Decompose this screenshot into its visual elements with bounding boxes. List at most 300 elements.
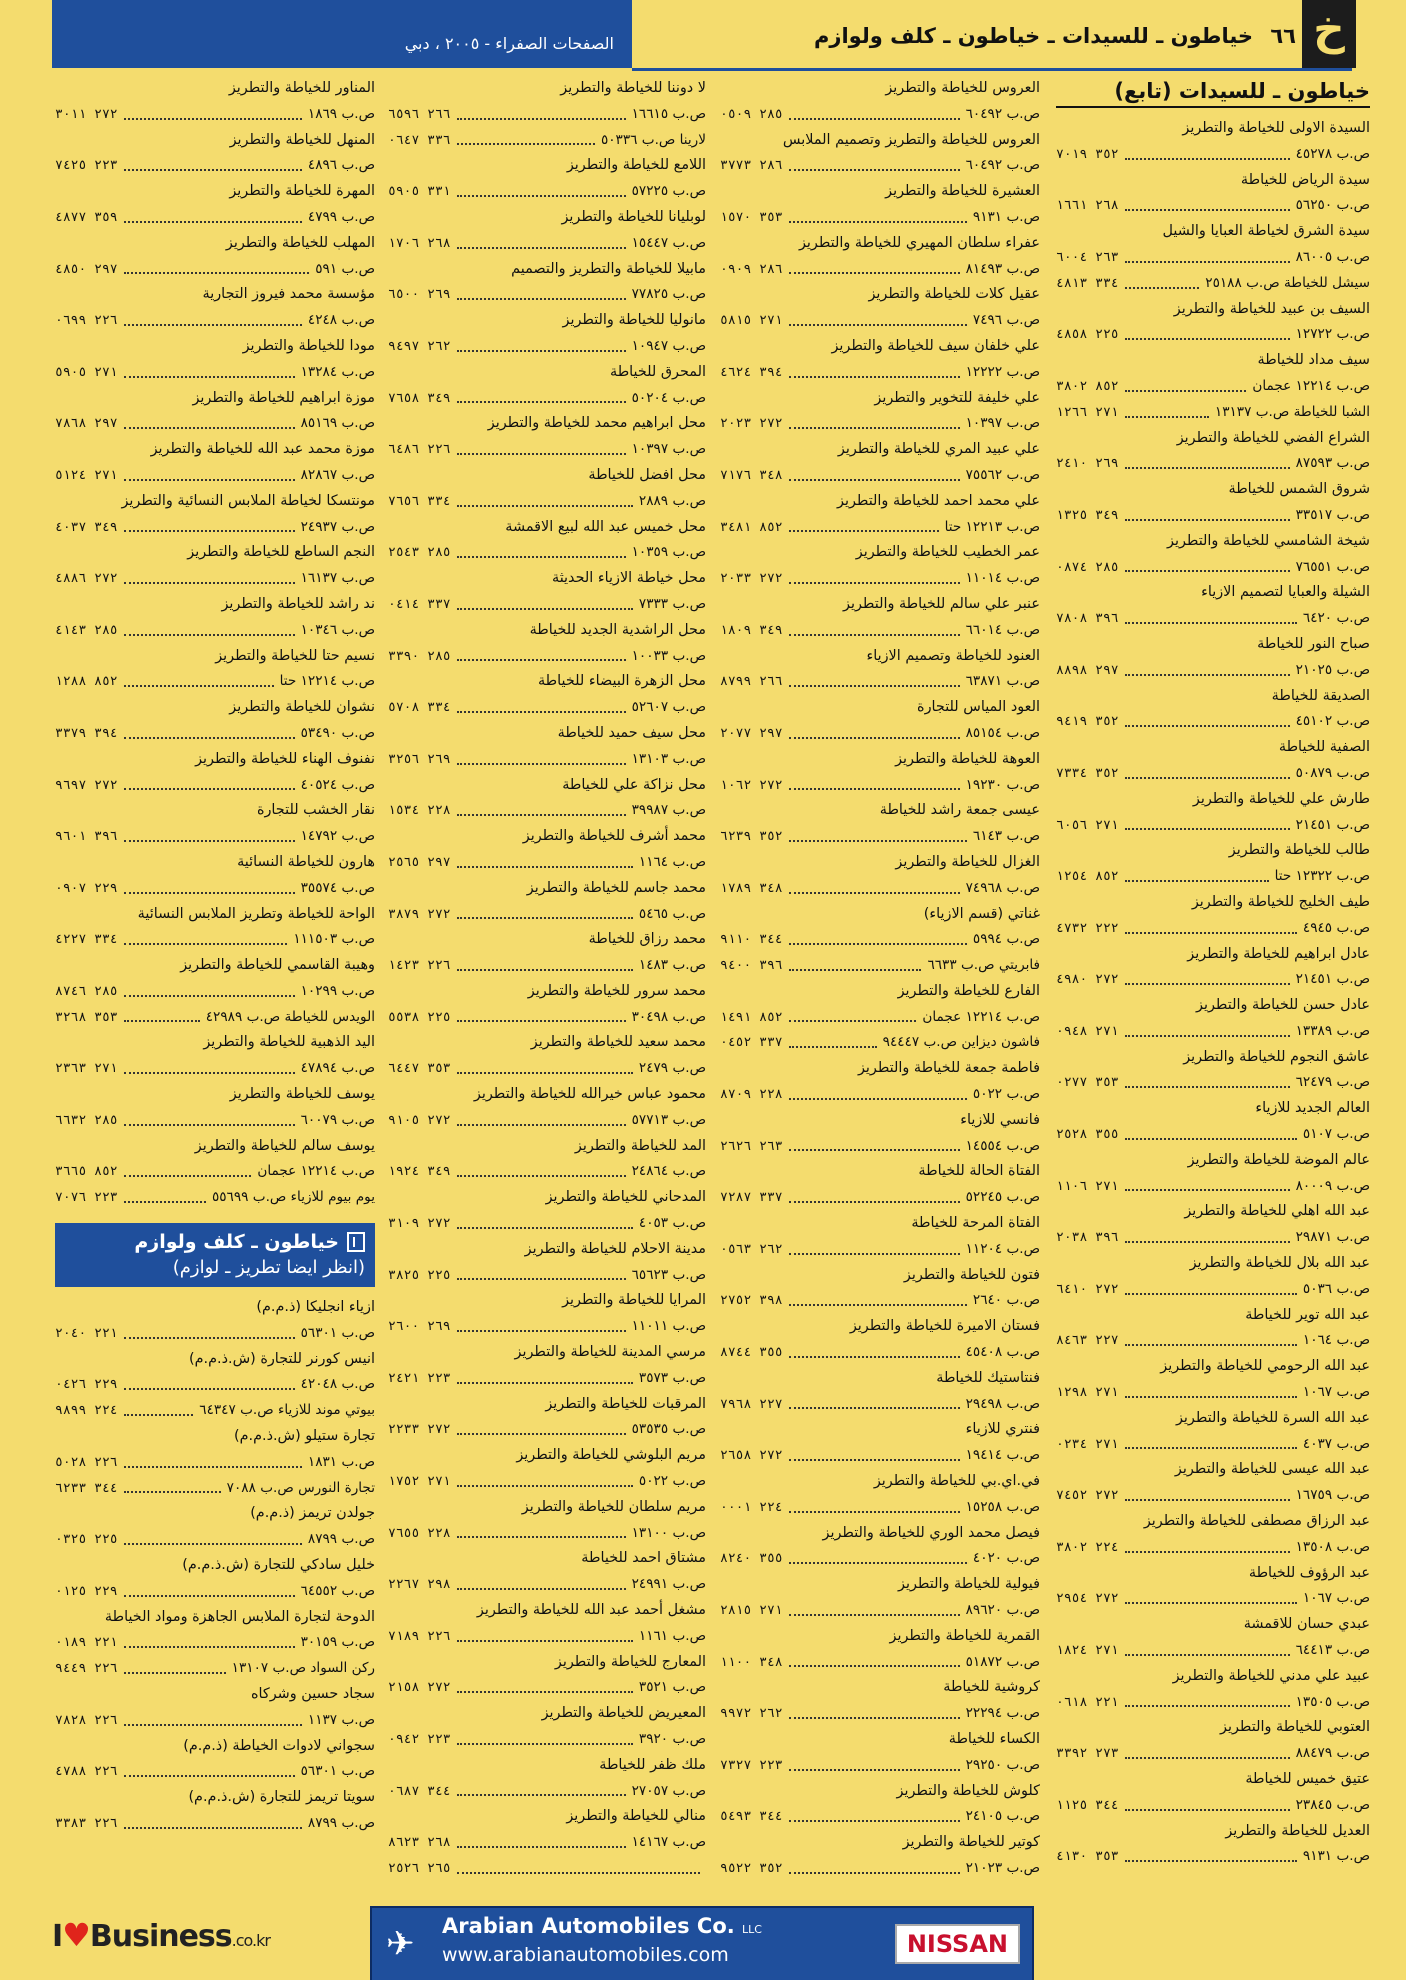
leader-dots [789,1701,960,1719]
listing-name: فتون للخياطة والتطريز [903,1266,1040,1283]
listing-phone: ٢٦٩ ٢٦٠٠ [388,1319,451,1335]
listing-detail-row [720,1030,1040,1056]
leader-dots [457,1263,626,1281]
listing-name: محل الراشدية الجديد للخياطة [529,621,706,638]
listing-po-box: ص.ب ١١٢٠٤ [965,1240,1040,1257]
listing-phone: ٣٩٨ ٢٧٥٢ [720,1293,783,1309]
listing-po-box: ص.ب ٥١٠٧ [1302,1126,1370,1143]
listing-phone: ٢٢٥ ٣٨٢٥ [388,1267,451,1283]
listing-entry [388,1237,706,1289]
listing-po-box: ص.ب ٢٩٨٧١ [1295,1229,1370,1246]
listing-detail-row [55,515,375,541]
listing-detail-row [388,1727,706,1753]
leader-dots [789,618,960,636]
listing-phone: ٢٧١ ٠٩٤٨ [1056,1023,1119,1039]
listing-po-box: ص.ب ٦٤٥٥٢ [300,1582,375,1599]
listing-name: الفتاة المرحة للخياطة [911,1215,1040,1232]
listing-entry [1056,1148,1370,1200]
listing-detail-row [388,1211,706,1237]
leader-dots [1125,1225,1290,1243]
listing-entry [55,1476,375,1502]
leader-dots [1125,1793,1290,1811]
listing-name: الفتاة الحالة للخياطة [918,1163,1040,1180]
listing-name: سجاد حسين وشركاه [250,1686,375,1703]
listing-detail-row [720,618,1040,644]
leader-dots [124,1398,194,1416]
leader-dots [457,437,626,455]
listing-po-box: ص.ب ٦٣٨٧١ [965,673,1040,690]
listing-name: الصديقة للخياطة [1271,687,1370,704]
leader-dots [124,411,295,429]
listing-detail-row [388,953,706,979]
listing-po-box: ص.ب ١٢٣٢٢ حتا [1274,868,1370,885]
listing-po-box: ص.ب ١٠٦٧ [1302,1384,1370,1401]
listing-entry [1056,1509,1370,1561]
listing-entry [55,1656,375,1682]
listing-detail-row [388,102,706,128]
listing-entry [720,695,1040,747]
listing-detail-row [720,876,1040,902]
leader-dots [789,1340,960,1358]
leader-dots [457,1830,626,1848]
listing-phone: ٢٢٤ ٩٨٩٩ [55,1403,118,1419]
yellow-pages-label: الصفحات الصفراء - ٢٠٠٥ ، دبي [404,34,614,53]
listing-detail-row [720,1288,1040,1314]
leader-dots [1125,1690,1290,1708]
listing-po-box: ص.ب ٥٠٣٦ [1302,1280,1370,1297]
listing-detail-row [388,1469,706,1495]
leader-dots [1125,864,1269,882]
listing-phone: ٢٨٥ ٠٨٧٤ [1056,559,1119,575]
listing-po-box: ص.ب ٥٩٩٤ [972,931,1040,948]
leader-dots [789,953,922,971]
listing-name: مشغل أحمد عبد الله للخياطة والتطريز [476,1602,706,1619]
listing-entry [1056,1612,1370,1664]
column-1 [1056,76,1370,1870]
listing-entry [720,644,1040,696]
listing-entry [720,282,1040,334]
listing-po-box: ص.ب ٢٩٢٥٠ [965,1756,1040,1773]
listing-name: سيدة الرياض للخياطة [1240,171,1370,188]
listing-po-box: ص.ب ٨٢٨٦٧ [300,466,375,483]
listing-entry [720,747,1040,799]
listing-phone: ٨٥٢ ٣٤٨١ [720,519,783,535]
leader-dots [789,1030,877,1048]
listing-detail-row [55,360,375,386]
leader-dots [124,1656,226,1674]
listing-phone: ٣٤٩ ١٣٢٥ [1056,507,1119,523]
listing-phone: ٣٥٣ ١٥٧٠ [720,209,783,225]
listing-name: العوهة للخياطة والتطريز [895,750,1040,767]
supplies-title-row [65,1229,365,1255]
listing-name: مانوليا للخياطة والتطريز [562,312,706,329]
leader-dots [124,1708,302,1726]
listing-name: علي محمد احمد للخياطة والتطريز [837,492,1040,509]
leader-dots [457,798,626,816]
listing-entry [388,1392,706,1444]
leader-dots [124,876,295,894]
listing-detail-row [1056,1690,1370,1716]
listing-name: اللامع للخياطة والتطريز [566,157,706,174]
supplies-section-box [55,1223,375,1287]
listing-entry [55,282,375,334]
listing-entry [55,1185,375,1211]
leader-dots [124,1630,295,1648]
leader-dots [1125,1844,1297,1862]
logo-domain: .co.kr [231,1931,270,1950]
listing-po-box: ص.ب ١٢٢١٤ عجمان [257,1163,375,1180]
listing-po-box: ص.ب ٢١٤٥١ [1295,816,1370,833]
listing-phone: ٢٦٨ ١٧٠٦ [388,235,451,251]
listing-detail-row [55,1185,375,1211]
listing-name: عادل ابراهيم للخياطة والتطريز [1187,945,1370,962]
listing-phone: ٢٢٦ ٧١٨٩ [388,1628,451,1644]
listing-po-box: ص.ب ١٣٣٨٩ [1295,1022,1370,1039]
listing-entry [1056,1354,1370,1406]
leader-dots [1125,1122,1297,1140]
listing-po-box: ص.ب ٢٤٩٣٧ [300,518,375,535]
leader-dots [124,1527,302,1545]
listing-name: يوسف للخياطة والتطريز [229,1086,375,1103]
listing-po-box: ص.ب ٩١٣١ [972,208,1040,225]
listing-po-box: ص.ب ٥٢٦٠٧ [631,699,706,716]
listing-phone: ٢٩٧ ٢٥٦٥ [388,854,451,870]
listing-phone: ٣٤٤ ١١٢٥ [1056,1797,1119,1813]
listing-detail-row [1056,967,1370,993]
listing-po-box: ص.ب ٤٠٥٢٤ [300,776,375,793]
listing-name: عنبر علي سالم للخياطة والتطريز [843,595,1040,612]
listing-name: غناتي (قسم الازياء) [923,905,1040,922]
listing-phone: ٢٢٩ ٠٩٠٧ [55,880,118,896]
listing-entry [720,489,1040,541]
listing-entry [1056,890,1370,942]
listing-entry [388,1856,706,1882]
listing-detail-row [388,1779,706,1805]
listing-name: المهلب للخياطة والتطريز [225,234,375,251]
listing-detail-row [1056,1225,1370,1251]
header-title: خياطون ـ للسيدات ـ خياطون ـ كلف ولوازم [814,24,1254,48]
listing-phone: ٢٧٢ ٩١٠٥ [388,1112,451,1128]
listing-phone: ٣٥٢ ٧٠١٩ [1056,146,1119,162]
listing-detail-row [55,1527,375,1553]
listing-phone: ٢٦٣ ٦٠٠٤ [1056,249,1119,265]
page-footer [0,1900,1406,1980]
listing-detail-row [388,1830,706,1856]
listing-phone: ٣٣١ ٥٩٠٥ [388,184,451,200]
leader-dots [457,1469,633,1487]
arabian-automobiles-ad[interactable] [370,1906,1034,1980]
listing-entry [388,128,706,154]
leader-dots [789,1856,960,1874]
listing-detail-row [388,592,706,618]
listing-phone: ٣٥٣ ٦٤٤٧ [388,1061,451,1077]
leader-dots [124,1185,206,1203]
listing-detail-row [55,1005,375,1031]
listing-detail-row [388,1263,706,1289]
listing-po-box: ص.ب ٥١٨٧٢ [965,1653,1040,1670]
listing-entry [55,644,375,696]
listing-detail-row [55,618,375,644]
listing-name: مرسي المدينة للخياطة والتطريز [514,1344,706,1361]
listing-name: انيس كورنر للتجارة (ش.ذ.م.م) [189,1350,375,1367]
leader-dots [789,1546,967,1564]
listing-po-box: ص.ب ٣٩٢٠ [638,1731,706,1747]
leader-dots [124,824,295,842]
leader-dots [789,669,960,687]
listing-phone: ٢٧٢ ٤٩٨٠ [1056,972,1119,988]
listing-entry [1056,348,1370,400]
leader-dots [789,102,960,120]
leader-dots [1125,400,1209,418]
leader-dots [124,1450,302,1468]
listing-po-box: ص.ب ٤٨٩٦ [307,157,375,174]
listing-po-box: ص.ب ٨٠٠٠٩ [1295,1177,1370,1194]
listing-detail-row [55,1759,375,1785]
heart-icon: ♥ [62,1916,90,1954]
listing-po-box: ص.ب ١٥٤٤٧ [631,234,706,251]
listing-detail-row [55,773,375,799]
listing-phone: ٣٣٤ ٥٧٠٨ [388,700,451,716]
listing-name: عبد الله الرحومي للخياطة والتطريز [1160,1358,1370,1375]
listing-detail-row [388,1366,706,1392]
leader-dots [124,721,295,739]
leader-dots [457,1727,633,1745]
listing-detail-row [388,231,706,257]
listing-detail-row [55,876,375,902]
leader-dots [789,515,939,533]
listing-name: سويتا تريمز للتجارة (ش.ذ.م.م) [188,1789,375,1806]
listing-entry [388,566,706,618]
listing-detail-row [1056,709,1370,735]
listing-entry [55,231,375,283]
listing-po-box: ص.ب ١٩٤١٤ [965,1447,1040,1464]
listing-phone: ٢٨٥ ٠٥٠٩ [720,106,783,122]
listing-name: نفنوف الهناء للخياطة والتطريز [195,750,375,767]
leader-dots [789,411,960,429]
leader-dots [1125,1380,1297,1398]
listing-detail-row [720,721,1040,747]
listing-entry [55,540,375,592]
listing-detail-row [55,1108,375,1134]
listing-detail-row [55,1398,375,1424]
listing-po-box: ص.ب ٣٣٥١٧ [1295,506,1370,523]
listing-entry [55,1605,375,1657]
leader-dots [1125,193,1290,211]
listing-name: العنود للخياطة وتصميم الازياء [866,647,1040,664]
listing-phone: ٢٢٦ ٥٠٢٨ [55,1454,118,1470]
listing-name: طيف الخليج للخياطة والتطريز [1191,893,1370,910]
listing-detail-row [720,257,1040,283]
listing-detail-row [55,153,375,179]
leader-dots [1125,322,1290,340]
listing-phone: ٣٩٦ ٩٤٠٠ [720,958,783,974]
listing-entry [55,798,375,850]
listing-name: مشتاق احمد للخياطة [581,1550,706,1567]
listing-name: عبيد علي مدني للخياطة والتطريز [1172,1667,1370,1684]
listing-po-box: ص.ب ٦٤٤١٣ [1295,1642,1370,1659]
listing-name: مودا للخياطة والتطريز [242,337,375,354]
section-letter-badge: خ [1302,0,1356,68]
listing-phone: ٢٢٣ ٠٩٤٢ [388,1732,451,1747]
listing-entry [55,1347,375,1399]
listing-detail-row [1056,1638,1370,1664]
ad-llc: LLC [742,1923,762,1936]
listing-phone: ٢٦٩ ٣٢٥٦ [388,751,451,767]
listing-entry [388,257,706,309]
listing-detail-row [720,411,1040,437]
listing-phone: ٣٤٩ ١٩٢٤ [388,1164,451,1180]
listing-po-box: ص.ب ٢٤١٠٥ [965,1808,1040,1825]
listing-detail-row [388,1675,706,1701]
listing-detail-row [720,1495,1040,1521]
listing-name: الواحة للخياطة وتطريز الملابس النسائية [137,905,375,922]
listing-entry [720,1675,1040,1727]
listing-entry [55,386,375,438]
leader-dots [789,308,967,326]
leader-dots [457,334,626,352]
listing-name: عيسى جمعة راشد للخياطة [879,802,1040,819]
leader-dots [1125,761,1290,779]
listing-po-box: ص.ب ٦٠٤٩٢ [965,157,1040,174]
listing-entry [388,927,706,979]
listing-detail-row [1056,322,1370,348]
listing-po-box: ص.ب ٣٠١٥٩ [300,1634,375,1651]
leader-dots [1125,916,1297,934]
listing-name: الشيلة والعبايا لتصميم الازياء [1201,584,1370,601]
listing-name: محمد سعيد للخياطة والتطريز [530,1034,706,1051]
leader-dots [124,1159,252,1177]
leader-dots [1125,555,1290,573]
listing-po-box: ص.ب ٥٤٦٥ [638,905,706,922]
listing-entry [388,1340,706,1392]
ad-url[interactable]: www.arabianautomobiles.com [442,1944,729,1966]
leader-dots [789,1005,917,1023]
listing-name: في.اي.بي للخياطة والتطريز [873,1473,1040,1490]
listing-entry [720,540,1040,592]
listing-detail-row [720,205,1040,231]
listing-entry [1056,1767,1370,1819]
listing-name: السيف بن عبيد للخياطة والتطريز [1173,300,1370,317]
listing-po-box: ص.ب ٥٦٣٠١ [300,1324,375,1341]
listing-detail-row [388,902,706,928]
listing-po-box: ص.ب ١٠٦٧ [1302,1590,1370,1607]
leader-dots [124,1811,302,1829]
listing-entry [1056,1251,1370,1303]
listing-name: سيدة الشرق لخياطة العبايا والشيل [1162,223,1370,240]
listing-phone: ٢٨٥ ٢٥٤٣ [388,545,451,561]
listing-detail-row [1056,503,1370,529]
listing-po-box: ص.ب ٢١٤٥١ [1295,971,1370,988]
leader-dots [1125,1277,1297,1295]
listing-po-box: يوم بيوم للازياء ص.ب ٥٥٦٩٩ [211,1189,375,1206]
listing-phone: ٢٧١ ٥٩٠٥ [55,364,118,380]
listing-entry [388,669,706,721]
listing-name: نسيم حتا للخياطة والتطريز [215,647,375,664]
listing-detail-row [720,1598,1040,1624]
listing-phone: ٢٧١ ١٧٥٢ [388,1474,451,1490]
listing-detail-row [1056,451,1370,477]
listing-po-box: ص.ب ١٣١٠٠ [631,1524,706,1541]
listing-detail-row [720,1753,1040,1779]
listing-po-box: ص.ب ٣٩٩٨٧ [631,802,706,819]
listing-po-box: ص.ب ٤٧٨٩٤ [300,1060,375,1077]
listing-po-box: ص.ب ١٦٧٥٩ [1295,1487,1370,1504]
listing-phone: ٣٥٢ ٩٥٢٢ [720,1860,783,1876]
leader-dots [1125,1432,1297,1450]
listing-detail-row [55,1372,375,1398]
listing-detail-row [720,1237,1040,1263]
listing-name: العتوبي للخياطة والتطريز [1220,1719,1370,1736]
listing-entry [55,695,375,747]
leader-dots [457,747,626,765]
leader-dots [124,205,302,223]
listing-phone: ٣٥٢ ٩٤١٩ [1056,714,1119,730]
listing-po-box: ص.ب ٨٦٠٠٥ [1295,248,1370,265]
listing-entry [55,1501,375,1553]
listing-name: مريم البلوشي للخياطة والتطريز [516,1447,706,1464]
listing-name: عبد الله السرة للخياطة والتطريز [1175,1409,1370,1426]
listing-entry [388,463,706,515]
header-blue-strip [52,0,632,68]
listing-po-box: ص.ب ٦٢٤٧٩ [1295,1074,1370,1091]
listing-detail-row [1056,245,1370,271]
listing-phone: ٢٢٧ ٧٩٦٨ [720,1396,783,1412]
listing-phone: ٢٧٣ ٣٣٩٢ [1056,1746,1119,1762]
listing-phone: ٣٩٤ ٣٣٧٩ [55,725,118,741]
listing-entry [720,1417,1040,1469]
leader-dots [457,102,626,120]
listing-detail-row [720,515,1040,541]
listing-entry [55,1082,375,1134]
listing-entry [388,1701,706,1753]
listing-detail-row [55,308,375,334]
listing-name: المناور للخياطة والتطريز [228,80,375,96]
listing-name: شيخة الشامسي للخياطة والتطريز [1167,532,1370,549]
leader-dots [457,179,626,197]
listing-phone: ٣٥٥ ٨٢٤٠ [720,1551,783,1567]
listing-po-box: ص.ب ٥٩١ [315,260,375,277]
listing-po-box: ص.ب ٦١٤٣ [972,828,1040,845]
listing-name: ملك ظفر للخياطة [599,1756,706,1773]
listing-entry [720,1108,1040,1160]
listing-detail-row [720,1082,1040,1108]
listing-detail-row [1056,864,1370,890]
listing-name: العود المياس للتجارة [917,699,1040,716]
listing-phone: ٢٨٥ ٤١٤٣ [55,622,118,638]
listing-entry [55,1030,375,1082]
listing-phone: ٢٩٧ ٤٨٥٠ [55,261,118,277]
listing-name: المعيريض للخياطة والتطريز [541,1705,706,1722]
leader-dots [457,1366,633,1384]
listing-phone: ٢٧٢ ٧٤٥٢ [1056,1488,1119,1504]
leader-dots [789,773,960,791]
listing-detail-row [1056,916,1370,942]
listing-name: مؤسسة محمد فيروز التجارية [202,286,375,303]
leader-dots [124,1579,295,1597]
listing-detail-row [720,102,1040,128]
listing-po-box: ص.ب ٤٥٢٧٨ [1295,145,1370,162]
listing-detail-row [1056,193,1370,219]
listing-entry [720,850,1040,902]
listing-po-box: ص.ب ٩١٣١ [1302,1848,1370,1865]
listing-po-box: ص.ب ٢٣٨٤٥ [1295,1796,1370,1813]
listing-po-box: ص.ب ٨٧٩٩ [307,1531,375,1548]
listing-phone: ٢٨٥ ٦٦٣٢ [55,1112,118,1128]
listing-entry [388,618,706,670]
listing-entry [388,721,706,773]
listing-detail-row [55,1056,375,1082]
listing-detail-row [388,1314,706,1340]
